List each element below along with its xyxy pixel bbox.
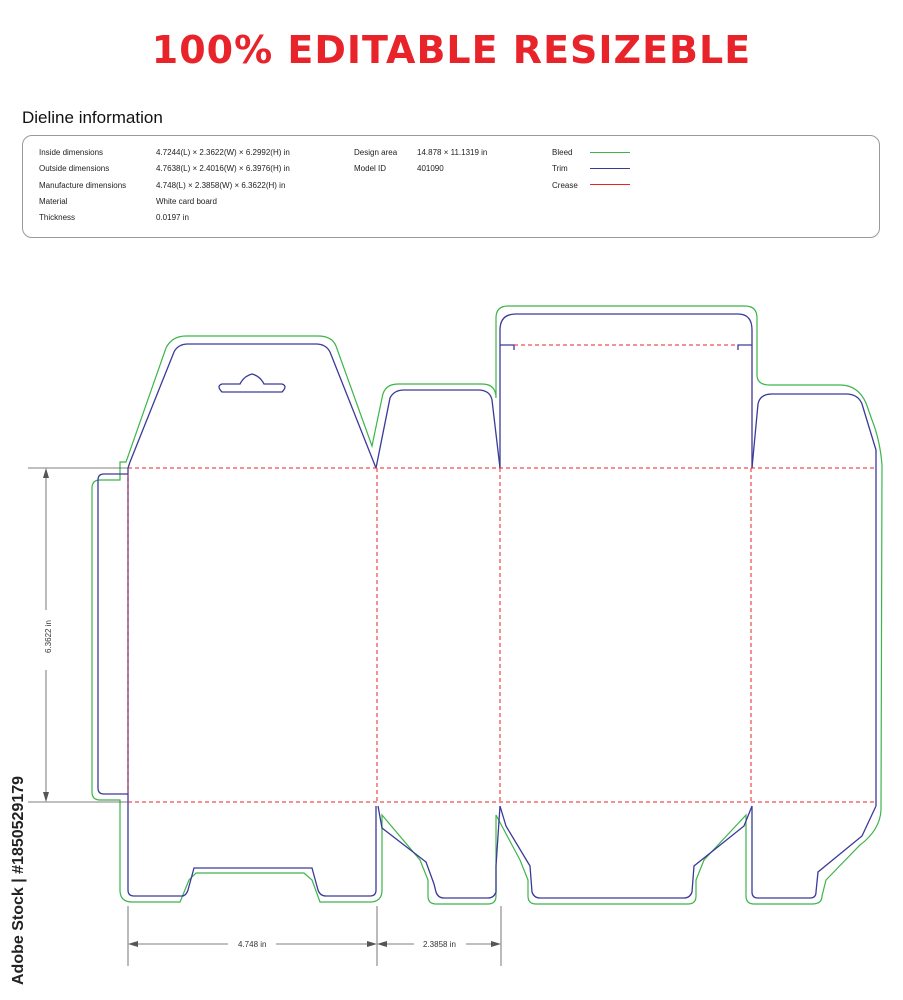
design-area-label: Design area (354, 148, 398, 157)
height-dimension (28, 468, 128, 802)
bottom-flap-1-trim (128, 806, 376, 896)
thickness-label: Thickness (39, 213, 76, 222)
hang-hole-icon (219, 374, 285, 392)
bottom-flap-3-trim (500, 806, 752, 898)
legend-crease-label: Crease (552, 181, 578, 190)
legend-bleed-label: Bleed (552, 148, 573, 157)
height-dimension-label: 6.3622 in (44, 620, 53, 653)
design-area-value: 14.878 × 11.1319 in (417, 148, 488, 157)
trim-outline (98, 314, 876, 898)
outside-dimensions-value: 4.7638(L) × 2.4016(W) × 6.3976(H) in (156, 164, 290, 173)
top-flap-4-trim (752, 394, 876, 468)
bottom-flap-2-trim (378, 806, 500, 898)
model-id-label: Model ID (354, 164, 387, 173)
top-flap-3-trim (500, 314, 752, 468)
model-id-value: 401090 (417, 164, 444, 173)
inside-dimensions-label: Inside dimensions (39, 148, 104, 157)
width-dimension-label: 2.3858 in (423, 940, 456, 949)
legend-trim-label: Trim (552, 164, 568, 173)
info-title: Dieline information (22, 108, 163, 127)
length-dimension-label: 4.748 in (238, 940, 267, 949)
material-label: Material (39, 197, 68, 206)
outside-dimensions-label: Outside dimensions (39, 164, 110, 173)
length-dimension (128, 906, 501, 966)
thickness-value: 0.0197 in (156, 213, 189, 222)
glue-flap-trim (98, 474, 128, 794)
watermark-text: Adobe Stock | #1850529179 (10, 775, 27, 985)
manufacture-dimensions-label: Manufacture dimensions (39, 181, 127, 190)
hang-flap-trim (128, 344, 376, 468)
headline: 100% EDITABLE RESIZEBLE (151, 28, 752, 72)
inside-dimensions-value: 4.7244(L) × 2.3622(W) × 6.2992(H) in (156, 148, 290, 157)
manufacture-dimensions-value: 4.748(L) × 2.3858(W) × 6.3622(H) in (156, 181, 286, 190)
material-value: White card board (156, 197, 217, 206)
crease-lines (128, 345, 876, 802)
bottom-flap-4-trim (752, 806, 876, 898)
top-flap-2-trim (376, 390, 500, 468)
